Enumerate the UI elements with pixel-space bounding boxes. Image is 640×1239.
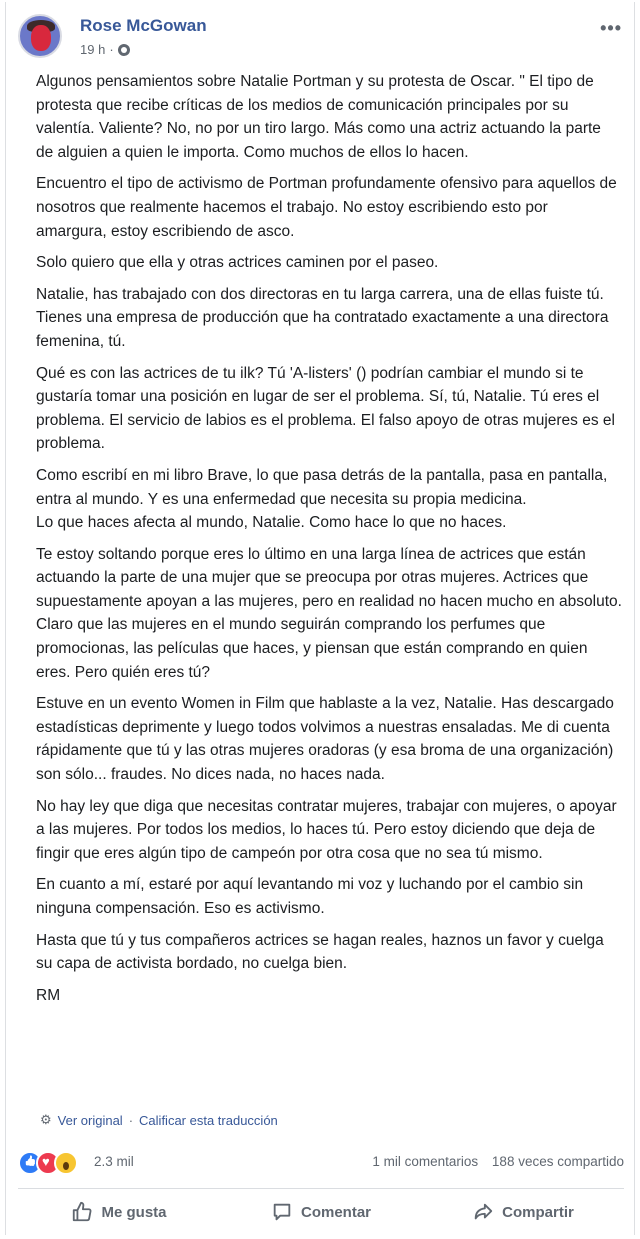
shares-count[interactable]: 188 veces compartido bbox=[491, 1154, 624, 1169]
more-options-icon[interactable]: ••• bbox=[600, 18, 622, 38]
post-paragraph: Natalie, has trabajado con dos directoras en tu larga carrera, una de ellas fuiste tú. Tienes una empresa de producción que ha contratado exactamente a una directora femenina, tú. bbox=[36, 285, 609, 350]
post-paragraph: Hasta que tú y tus compañeros actrices se hagan reales, haznos un favor y cuelga su capa de activista bordado, no cuelga bien. bbox=[36, 931, 604, 973]
post-time[interactable]: 19 h bbox=[80, 42, 106, 57]
comment-icon bbox=[271, 1201, 293, 1223]
like-button[interactable] bbox=[18, 1189, 220, 1235]
rate-translation-link[interactable]: Calificar esta traducción bbox=[139, 1112, 278, 1128]
comment-label: Comentar bbox=[300, 1203, 371, 1221]
action-bar bbox=[18, 1188, 624, 1235]
meta-separator: · bbox=[109, 42, 114, 57]
translation-separator: · bbox=[128, 1112, 134, 1128]
like-label: Me gusta bbox=[101, 1203, 167, 1221]
translation-row bbox=[40, 1112, 278, 1128]
share-label: Compartir bbox=[502, 1203, 574, 1221]
post-paragraph: Como escribí en mi libro Brave, lo que pasa detrás de la pantalla, pasa en pantalla, entra al mundo. Y es una enfermedad que necesita su propia medicina. Lo que haces afecta al mundo, Natalie. Como hace lo que no haces. bbox=[36, 466, 608, 532]
post-paragraph: Algunos pensamientos sobre Natalie Portman y su protesta de Oscar. " El tipo de protesta que recibe críticas de los medios de comunicación principales por su valentía. Valiente? No, no por un tiro largo. Más como una actriz actuando la parte de alguien a quien le importa. Como muchos de ellos lo hacen. bbox=[36, 73, 601, 161]
post-paragraph: Solo quiero que ella y otras actrices caminen por el paseo. bbox=[36, 254, 439, 272]
post-paragraph: Te estoy soltando porque eres lo último en una larga línea de actrices que están actuando la parte de una mujer que se preocupa por otras mujeres. Actrices que supuestamente apoyan a las mujeres, pero en realidad no hacen mucho en absoluto. Claro que las mujeres en el mundo seguirán comprando los perfumes que promocionas, las películas que haces, y piensan que están comprando en quien eres. Pero quién eres tú? bbox=[36, 545, 622, 681]
reactions-summary[interactable] bbox=[18, 1151, 72, 1175]
post-stats bbox=[18, 1148, 624, 1178]
post-paragraph: Estuve en un evento Women in Film que hablaste a la vez, Natalie. Has descargado estadísticas deprimente y luego todos volvimos a nuestras ensaladas. Me di cuenta rápidamente que tú y las otras mujeres oradoras (y esa broma de una organización) son sólo... fraudes. No dices nada, no haces nada. bbox=[36, 695, 614, 784]
wow-reaction-icon bbox=[54, 1151, 78, 1175]
post-paragraph: Encuentro el tipo de activismo de Portman profundamente ofensivo para aquellos de nosotros que realmente hacemos el trabajo. No estoy escribiendo esto por amargura, estoy escribiendo de asco. bbox=[36, 175, 617, 240]
post-header bbox=[18, 8, 624, 62]
comments-count[interactable]: 1 mil comentarios bbox=[372, 1154, 479, 1169]
gear-icon[interactable]: ⚙ bbox=[40, 1112, 52, 1127]
author-avatar[interactable] bbox=[18, 14, 62, 58]
author-name[interactable]: Rose McGowan bbox=[80, 16, 207, 35]
reactions-count[interactable]: 2.3 mil bbox=[94, 1154, 134, 1169]
post-paragraph: Qué es con las actrices de tu ilk? Tú 'A-listers' () podrían cambiar el mundo si te gustaría tomar una posición en lugar de ser el problema. Sí, tú, Natalie. Tú eres el problema. El servicio de labios es el problema. El falso apoyo de otras mujeres es el problema. bbox=[36, 364, 615, 453]
thumbs-up-icon bbox=[71, 1201, 93, 1223]
comment-button[interactable] bbox=[220, 1189, 422, 1235]
share-arrow-icon bbox=[472, 1201, 494, 1223]
globe-icon bbox=[118, 44, 130, 56]
post-paragraph: No hay ley que diga que necesitas contratar mujeres, trabajar con mujeres, o apoyar a las mujeres. Por todos los medios, lo haces tú. Pero estoy diciendo que deja de fingir que eres algún tipo de campeón por otra cosa que no sea tú mismo. bbox=[36, 797, 617, 862]
facebook-post-card bbox=[5, 2, 635, 1235]
post-paragraph: En cuanto a mí, estaré por aquí levantando mi voz y luchando por el cambio sin ninguna compensación. Eso es activismo. bbox=[36, 876, 584, 917]
post-body bbox=[36, 70, 622, 1015]
see-original-link[interactable]: Ver original bbox=[57, 1112, 123, 1128]
share-button[interactable] bbox=[422, 1189, 624, 1235]
post-signature: RM bbox=[36, 986, 61, 1004]
post-meta bbox=[80, 42, 130, 57]
engagement-counts bbox=[372, 1154, 624, 1169]
